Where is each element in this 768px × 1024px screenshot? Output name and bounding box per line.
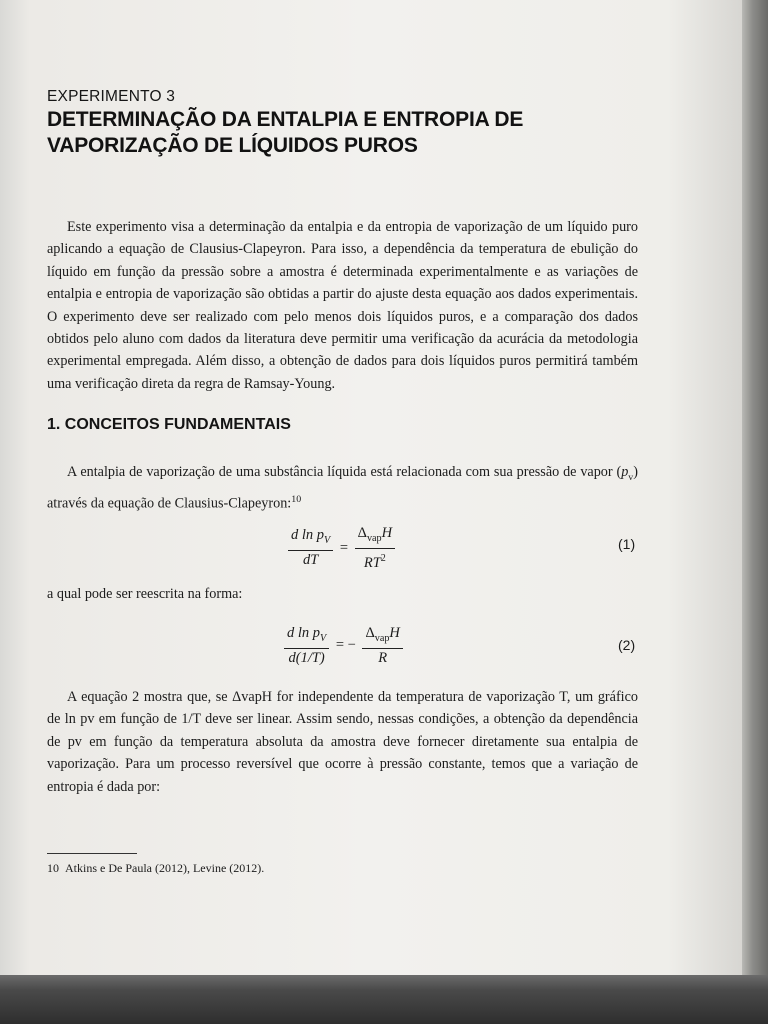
page-edge-shadow xyxy=(742,0,768,975)
footnote-divider xyxy=(47,853,137,854)
page-title xyxy=(47,107,523,159)
eq2-lhs-fraction: $\frac{d \ln p_V}{d(1/T)}$ xyxy=(284,624,329,668)
eq2-rhs-fraction: $\frac{\Delta_{vap}H}{R}$ xyxy=(362,624,402,668)
linearity-paragraph: A equação 2 mostra que, se ΔvapH for independente da temperatura de vaporização T, um gráfico de ln pv em função de 1/T deve ser linear. Assim sendo, nessas condições, a obtenção da dependência de pv em função da temperatura absoluta da amostra deve fornecer diretamente sua entalpia de vaporização. Para um processo reversível que ocorre à pressão constante, temos que a variação de entropia é dada por: xyxy=(47,689,638,795)
eq1-rhs-fraction: $\frac{\Delta_{vap}H}{RT^2}$ xyxy=(355,524,395,573)
title-line-1: DETERMINAÇÃO DA ENTALPIA E ENTROPIA DE xyxy=(47,108,524,131)
footnote-text: Atkins e De Paula (2012), Levine (2012). xyxy=(65,861,265,875)
section-heading: 1. CONCEITOS FUNDAMENTAIS xyxy=(47,416,291,433)
footnote-number: 10 xyxy=(47,861,59,875)
footnote xyxy=(47,861,264,876)
eq1-lhs-fraction: $\frac{d \ln p_V}{dT}$ xyxy=(288,526,333,570)
title-line-2: VAPORIZAÇÃO DE LÍQUIDOS PUROS xyxy=(47,134,418,157)
equation-2-number: (2) xyxy=(618,637,636,653)
footnote-ref: 10 xyxy=(291,494,302,506)
clausius-paragraph: A entalpia de vaporização de uma substância líquida está relacionada com sua pressão de vapor $(p_v)$ através da equação de Clausius-Clapeyron:$^{10}$ xyxy=(47,464,638,512)
rewrite-paragraph: a qual pode ser reescrita na forma: xyxy=(47,586,243,602)
scanner-bed-shadow xyxy=(0,975,768,1024)
equation-2: $\frac{d \ln p_V}{d(1/T)}$ = − $\frac{\Delta_{vap}H}{R}$ xyxy=(284,624,403,668)
experiment-label: EXPERIMENTO 3 xyxy=(47,88,176,105)
equation-1: $\frac{d \ln p_V}{dT}$ = $\frac{\Delta_{vap}H}{RT^2}$ xyxy=(288,524,395,573)
intro-paragraph: Este experimento visa a determinação da entalpia e da entropia de vaporização de um líquido puro aplicando a equação de Clausius-Clapeyron. Para isso, a dependência da temperatura de ebulição do líquido em função da pressão sobre a amostra é determinada experimentalmente e as variações de entalpia e entropia de vaporização são obtidas a partir do ajuste desta equação aos dados experimentais. O experimento deve ser realizado com pelo menos dois líquidos puros, e a comparação dos dados obtidos pelo aluno com dados da literatura deve permitir uma verificação da acurácia da metodologia experimental empregada. Além disso, a obtenção de dados para dois líquidos puros permitirá também uma verificação direta da regra de Ramsay-Young. xyxy=(47,219,638,392)
equation-1-number: (1) xyxy=(618,536,636,552)
